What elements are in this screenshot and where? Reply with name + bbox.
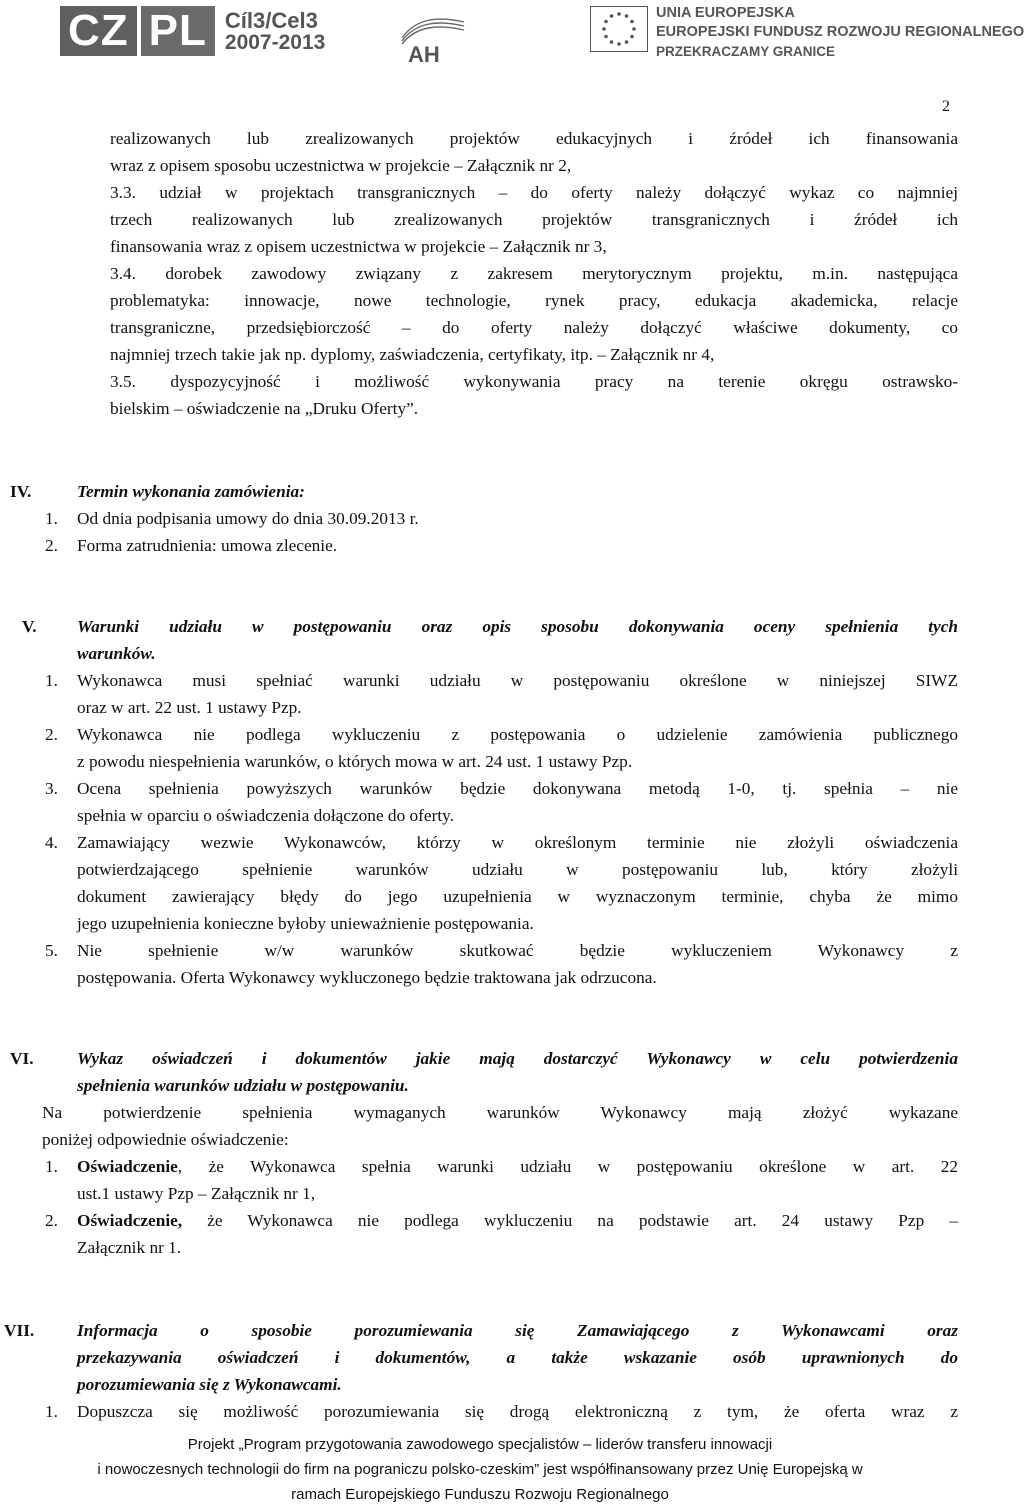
list-item xyxy=(77,1153,958,1180)
section-title-vi-cont: spełnienia warunków udziału w postępowaniu. xyxy=(77,1076,409,1095)
text-line: transgraniczne, przedsiębiorczość – do oferty należy dołączyć właściwe dokumenty, co xyxy=(110,318,958,337)
eu-star-icon xyxy=(625,14,629,18)
section-number-vi: VI. xyxy=(10,1049,34,1068)
section-title-iv: Termin wykonania zamówienia: xyxy=(77,482,305,501)
eu-star-icon xyxy=(604,20,608,24)
eu-star-icon xyxy=(610,14,614,18)
eu-star-icon xyxy=(630,20,634,24)
text-line: problematyka: innowacje, nowe technologie, rynek pracy, edukacja akademicka, relacje xyxy=(110,291,958,310)
eu-star-icon xyxy=(617,12,621,16)
eu-star-icon xyxy=(610,40,614,44)
ah-university-logo-icon xyxy=(398,8,468,66)
list-item xyxy=(77,1207,958,1234)
list-item-number: 3. xyxy=(45,779,58,798)
list-item-number: 2. xyxy=(45,725,58,744)
page-footer xyxy=(0,1432,960,1507)
list-item: oraz w art. 22 ust. 1 ustawy Pzp. xyxy=(77,698,302,717)
section-title-vi: Wykaz oświadczeń i dokumentów jakie mają dostarczyć Wykonawcy w celu potwierdzenia xyxy=(77,1049,958,1068)
list-item: z powodu niespełnienia warunków, o których mowa w art. 24 ust. 1 ustawy Pzp. xyxy=(77,752,633,771)
list-item-bold: Oświadczenie, xyxy=(77,1211,183,1230)
list-item-number: 2. xyxy=(45,536,58,555)
section-title-v: Warunki udziału w postępowaniu oraz opis sposobu dokonywania oceny spełnienia tych xyxy=(77,617,958,636)
section-title-vii-cont2: porozumiewania się z Wykonawcami. xyxy=(77,1375,342,1394)
footer-line: Projekt „Program przygotowania zawodowego specjalistów – liderów transferu innowacji xyxy=(187,1436,773,1453)
list-item: jego uzupełnienia konieczne byłoby unieważnienie postępowania. xyxy=(77,914,534,933)
eu-label-line1: UNIA EUROPEJSKA xyxy=(656,5,795,21)
text-line: 3.3. udział w projektach transgranicznych – do oferty należy dołączyć wykaz co najmniej xyxy=(110,183,958,202)
list-item: Wykonawca musi spełniać warunki udziału w postępowaniu określone w niniejszej SIWZ xyxy=(77,671,958,690)
cz-pl-program-logo xyxy=(60,6,325,56)
eu-star-icon xyxy=(617,42,621,46)
list-item: dokument zawierający błędy do jego uzupełnienia w wyznaczonym terminie, chyba że mimo xyxy=(77,887,958,906)
list-item-bold: Oświadczenie xyxy=(77,1157,178,1176)
list-item: Od dnia podpisania umowy do dnia 30.09.2013 r. xyxy=(77,509,419,528)
page-header xyxy=(0,0,1024,70)
footer-line: ramach Europejskiego Funduszu Rozwoju Regionalnego xyxy=(291,1486,669,1503)
list-item-number: 5. xyxy=(45,941,58,960)
eu-star-icon xyxy=(604,35,608,39)
section-number-v: V. xyxy=(22,617,37,636)
section-number-vii: VII. xyxy=(4,1321,35,1340)
list-item-number: 2. xyxy=(45,1211,58,1230)
eu-label-line2: EUROPEJSKI FUNDUSZ ROZWOJU REGIONALNEGO xyxy=(656,24,1024,40)
page-number: 2 xyxy=(942,98,950,115)
eu-fund-label xyxy=(656,4,1024,61)
list-item: spełnia w oparciu o oświadczenia dołączone do oferty. xyxy=(77,806,454,825)
list-item-text: że Wykonawca nie podlega wykluczeniu na podstawie art. 24 ustawy Pzp – xyxy=(182,1211,958,1230)
text-line: 3.4. dorobek zawodowy związany z zakresem merytorycznym projektu, m.in. następująca xyxy=(110,264,958,283)
program-years-label: 2007-2013 xyxy=(224,30,326,54)
text-line: realizowanych lub zrealizowanych projektów edukacyjnych i źródeł ich finansowania xyxy=(110,129,958,148)
list-item: Forma zatrudnienia: umowa zlecenie. xyxy=(77,536,338,555)
text-line: najmniej trzech takie jak np. dyplomy, zaświadczenia, certyfikaty, itp. – Załącznik nr 4, xyxy=(110,345,715,364)
list-item: Zamawiający wezwie Wykonawców, którzy w określonym terminie nie złożyli oświadczenia xyxy=(77,833,958,852)
text-line: 3.5. dyspozycyjność i możliwość wykonywania pracy na terenie okręgu ostrawsko- xyxy=(110,372,958,391)
text-line: bielskim – oświadczenie na „Druku Oferty”. xyxy=(110,399,419,418)
footer-line: i nowoczesnych technologii do firm na pograniczu polsko-czeskim” jest współfinansowany przez Unię Europejską w xyxy=(97,1461,863,1478)
paragraph-line: Na potwierdzenie spełnienia wymaganych warunków Wykonawcy mają złożyć wykazane xyxy=(42,1103,958,1122)
text-line: finansowania wraz z opisem uczestnictwa w projekcie – Załącznik nr 3, xyxy=(110,237,607,256)
section-title-v-cont: warunków. xyxy=(77,644,156,663)
eu-label-line3: PRZEKRACZAMY GRANICE xyxy=(656,44,836,59)
section-title-vii: Informacja o sposobie porozumiewania się Zamawiającego z Wykonawcami oraz xyxy=(77,1321,958,1340)
text-line: wraz z opisem sposobu uczestnictwa w projekcie – Załącznik nr 2, xyxy=(110,156,572,175)
list-item-number: 1. xyxy=(45,1402,58,1421)
eu-star-icon xyxy=(630,35,634,39)
list-item: Nie spełnienie w/w warunków skutkować będzie wykluczeniem Wykonawcy z xyxy=(77,941,958,960)
list-item: postępowania. Oferta Wykonawcy wykluczonego będzie traktowana jak odrzucona. xyxy=(77,968,657,987)
list-item-number: 1. xyxy=(45,509,58,528)
eu-star-icon xyxy=(632,27,636,31)
eu-star-icon xyxy=(625,40,629,44)
list-item: Dopuszcza się możliwość porozumiewania się drogą elektroniczną z tym, że oferta wraz z xyxy=(77,1402,958,1421)
section-title-vii-cont: przekazywania oświadczeń i dokumentów, a także wskazanie osób uprawnionych do xyxy=(77,1348,958,1367)
pl-logo-box: PL xyxy=(141,6,215,56)
eu-star-icon xyxy=(602,27,606,31)
list-item-number: 1. xyxy=(45,671,58,690)
program-period xyxy=(224,7,326,54)
section-number-iv: IV. xyxy=(10,482,32,501)
list-item: ust.1 ustawy Pzp – Załącznik nr 1, xyxy=(77,1184,316,1203)
list-item: Wykonawca nie podlega wykluczeniu z postępowania o udzielenie zamówienia publicznego xyxy=(77,725,958,744)
list-item-number: 1. xyxy=(45,1157,58,1176)
ah-logo-text: AH xyxy=(408,42,440,67)
text-line: trzech realizowanych lub zrealizowanych projektów transgranicznych i źródeł ich xyxy=(110,210,958,229)
eu-flag-icon xyxy=(590,6,648,52)
list-item-number: 4. xyxy=(45,833,58,852)
list-item: potwierdzającego spełnienie warunków udziału w postępowaniu lub, który złożyli xyxy=(77,860,958,879)
program-goal-label: Cíl3/Cel3 xyxy=(224,7,318,33)
paragraph-line: poniżej odpowiednie oświadczenie: xyxy=(42,1130,289,1149)
list-item: Ocena spełnienia powyższych warunków będzie dokonywana metodą 1-0, tj. spełnia – nie xyxy=(77,779,958,798)
list-item: Załącznik nr 1. xyxy=(77,1238,182,1257)
list-item-text: , że Wykonawca spełnia warunki udziału w postępowaniu określone w art. 22 xyxy=(177,1157,958,1176)
cz-logo-box: CZ xyxy=(60,6,137,56)
